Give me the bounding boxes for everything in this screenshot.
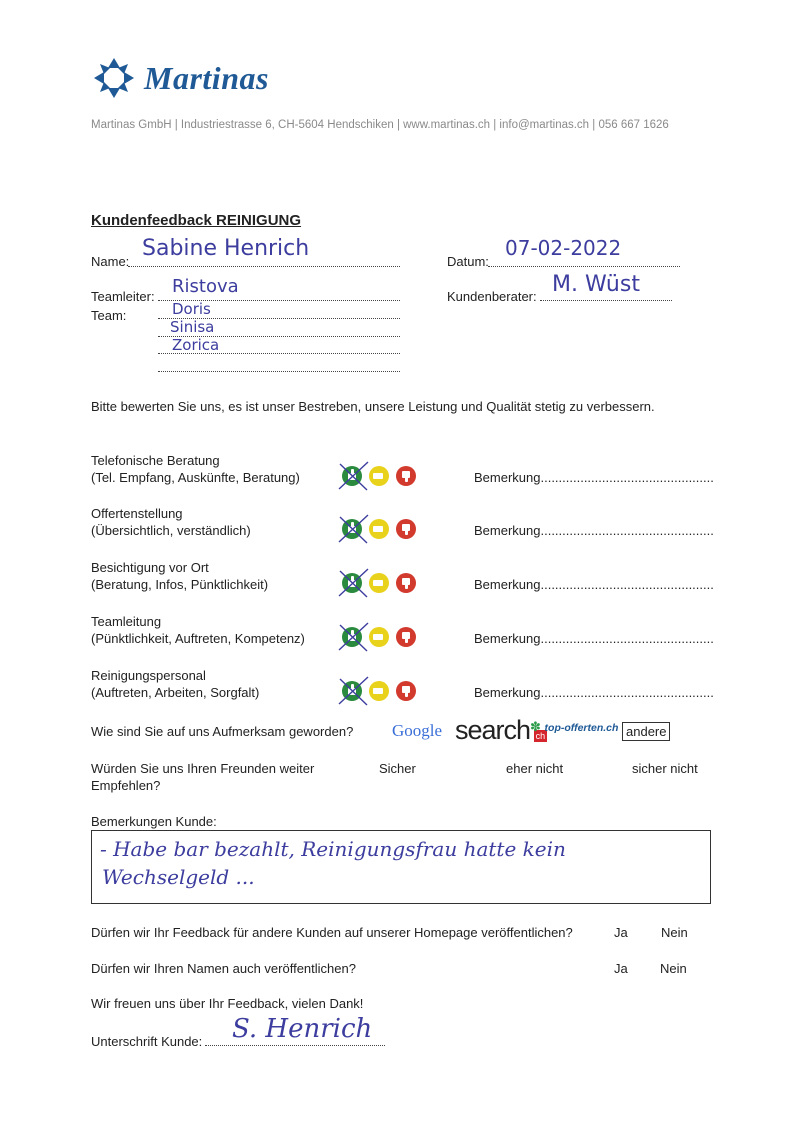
rating-remark[interactable]: Bemerkung................................................ bbox=[474, 577, 714, 592]
datum-value[interactable]: 07-02-2022 bbox=[505, 236, 622, 260]
rating-title: Besichtigung vor Ort bbox=[91, 560, 209, 575]
thumbs-middle-icon[interactable] bbox=[369, 519, 389, 539]
thumbs-middle-icon[interactable] bbox=[369, 466, 389, 486]
teamleiter-label: Teamleiter: bbox=[91, 289, 155, 304]
andere-option[interactable]: andere bbox=[622, 722, 670, 741]
team-member-2[interactable]: Sinisa bbox=[170, 318, 215, 336]
rating-icons bbox=[338, 676, 420, 706]
rating-smileys-group bbox=[338, 461, 420, 491]
datum-label: Datum: bbox=[447, 254, 489, 269]
signature[interactable]: S. Henrich bbox=[232, 1014, 373, 1044]
publish-2-nein[interactable]: Nein bbox=[660, 961, 687, 976]
intro-text: Bitte bewerten Sie uns, es ist unser Bestreben, unsere Leistung und Qualität stetig zu verbessern. bbox=[91, 399, 655, 414]
rating-smileys-group bbox=[338, 514, 420, 544]
rating-icons bbox=[338, 622, 420, 652]
martinas-logo-icon bbox=[92, 56, 136, 100]
thumbs-down-icon[interactable] bbox=[396, 573, 416, 593]
source-question: Wie sind Sie auf uns Aufmerksam geworden? bbox=[91, 724, 354, 739]
rating-title: Reinigungspersonal bbox=[91, 668, 206, 683]
datum-line bbox=[488, 266, 680, 267]
recommend-eher-nicht[interactable]: eher nicht bbox=[506, 761, 564, 776]
publish-2-ja[interactable]: Ja bbox=[614, 961, 628, 976]
rating-detail: (Tel. Empfang, Auskünfte, Beratung) bbox=[91, 470, 300, 485]
comment-line-2: Wechselgeld ... bbox=[102, 865, 255, 889]
thumbs-middle-icon[interactable] bbox=[369, 681, 389, 701]
google-option[interactable] bbox=[392, 721, 442, 741]
rating-icons bbox=[338, 514, 420, 544]
form-title: Kundenfeedback REINIGUNG bbox=[91, 212, 302, 229]
thumbs-down-icon[interactable] bbox=[396, 681, 416, 701]
kundenberater-label: Kundenberater: bbox=[447, 289, 537, 304]
name-value[interactable]: Sabine Henrich bbox=[142, 236, 310, 261]
thumbs-middle-icon[interactable] bbox=[369, 627, 389, 647]
top-offerten-text: top-offerten.ch bbox=[544, 722, 619, 734]
kundenberater-value[interactable]: M. Wüst bbox=[552, 272, 640, 297]
rating-remark[interactable]: Bemerkung................................................ bbox=[474, 685, 714, 700]
publish-question-2: Dürfen wir Ihren Namen auch veröffentlichen? bbox=[91, 961, 356, 976]
publish-1-ja[interactable]: Ja bbox=[614, 925, 628, 940]
team-member-1[interactable]: Doris bbox=[172, 300, 211, 318]
rating-detail: (Übersichtlich, verständlich) bbox=[91, 523, 251, 538]
signature-line bbox=[205, 1045, 385, 1046]
name-label: Name: bbox=[91, 254, 130, 269]
recommend-question-1: Würden Sie uns Ihren Freunden weiter bbox=[91, 761, 315, 776]
rating-detail: (Auftreten, Arbeiten, Sorgfalt) bbox=[91, 685, 260, 700]
team-label: Team: bbox=[91, 308, 127, 323]
rating-title: Offertenstellung bbox=[91, 506, 183, 521]
recommend-sicher[interactable]: Sicher bbox=[379, 761, 416, 776]
rating-icons bbox=[338, 461, 420, 491]
logo bbox=[92, 56, 312, 102]
comment-box[interactable] bbox=[91, 830, 711, 904]
rating-title: Telefonische Beratung bbox=[91, 453, 220, 468]
kundenberater-line bbox=[540, 300, 672, 301]
google-logo-text: Google bbox=[392, 721, 443, 740]
thanks-text: Wir freuen uns über Ihr Feedback, vielen Dank! bbox=[91, 996, 364, 1011]
company-name: Martinas bbox=[144, 60, 269, 96]
team-member-3[interactable]: Zorica bbox=[172, 336, 220, 354]
publish-question-1: Dürfen wir Ihr Feedback für andere Kunden auf unserer Homepage veröffentlichen? bbox=[91, 925, 573, 940]
thumbs-down-icon[interactable] bbox=[396, 519, 416, 539]
rating-smileys-group bbox=[338, 622, 420, 652]
thumbs-down-icon[interactable] bbox=[396, 627, 416, 647]
top-offerten-icon: ✽ bbox=[530, 719, 541, 734]
rating-remark[interactable]: Bemerkung................................................ bbox=[474, 523, 714, 538]
thumbs-middle-icon[interactable] bbox=[369, 573, 389, 593]
search-logo-text: search bbox=[455, 715, 531, 745]
name-line bbox=[128, 266, 400, 267]
publish-1-nein[interactable]: Nein bbox=[661, 925, 688, 940]
recommend-question-2: Empfehlen? bbox=[91, 778, 161, 793]
top-offerten-option[interactable] bbox=[530, 719, 618, 735]
address-line: Martinas GmbH | Industriestrasse 6, CH-5604 Hendschiken | www.martinas.ch | info@martinas.ch | 056 667 1626 bbox=[91, 119, 669, 131]
rating-remark[interactable]: Bemerkung................................................ bbox=[474, 470, 714, 485]
thumbs-down-icon[interactable] bbox=[396, 466, 416, 486]
rating-icons bbox=[338, 568, 420, 598]
comment-line-1: - Habe bar bezahlt, Reinigungsfrau hatte kein bbox=[100, 837, 566, 861]
rating-remark[interactable]: Bemerkung................................................ bbox=[474, 631, 714, 646]
comment-label: Bemerkungen Kunde: bbox=[91, 814, 217, 829]
signature-label: Unterschrift Kunde: bbox=[91, 1034, 203, 1049]
teamleiter-value[interactable]: Ristova bbox=[172, 276, 239, 297]
team-line-4 bbox=[158, 371, 400, 372]
rating-detail: (Pünktlichkeit, Auftreten, Kompetenz) bbox=[91, 631, 305, 646]
rating-detail: (Beratung, Infos, Pünktlichkeit) bbox=[91, 577, 269, 592]
rating-smileys-group bbox=[338, 568, 420, 598]
recommend-sicher-nicht[interactable]: sicher nicht bbox=[632, 761, 698, 776]
search-ch-badge: ch bbox=[535, 731, 546, 741]
rating-title: Teamleitung bbox=[91, 614, 162, 629]
rating-smileys-group bbox=[338, 676, 420, 706]
